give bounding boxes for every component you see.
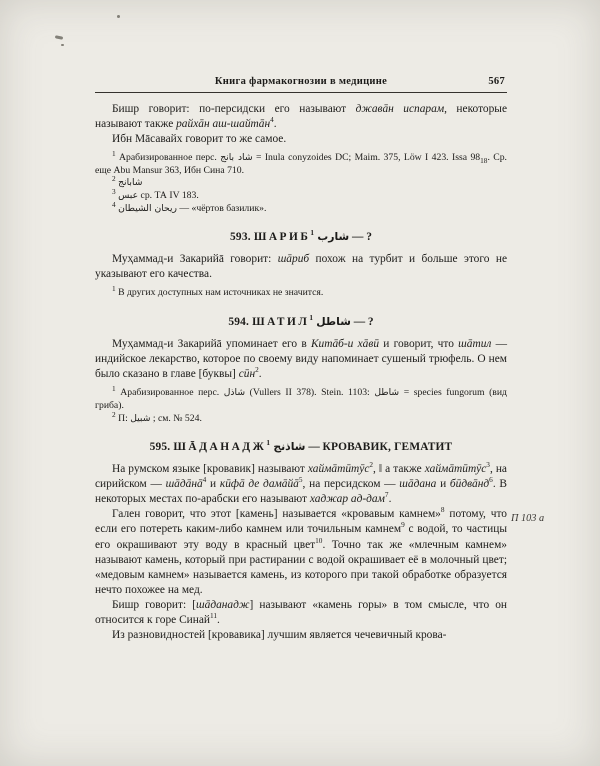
arabic-text: شبيل (130, 412, 151, 424)
arabic-text: شابانج (118, 177, 143, 189)
footnote: $^2$ П: شبيل ; см. № 524. (112, 409, 202, 424)
section-heading: 594. ШАТИЛ$^1$ شاطل — ? (228, 313, 374, 329)
page-number: 567 (488, 76, 505, 87)
section-heading: 593. ШАРИБ$^1$ شارب — ? (230, 228, 372, 244)
scan-speck (117, 15, 120, 18)
running-head (95, 76, 507, 87)
paragraph: На румском языке [кровавик] называют хаймāтӣтӯс$^2$, ‖ а также хаймāтӣтӯс$^3$, на сирийском — шāдāнā$^4$ и кӣфā де дамāйā$^5$, на персидском — шāдана и бӣдвāнд$^6$. В некоторых местах по-арабски его называют хаджар ад-дам$^7$. (95, 460, 507, 506)
arabic-text: شاطل (374, 387, 400, 399)
footnotes-block (95, 149, 507, 215)
arabic-text: شارب (317, 230, 350, 244)
scan-speck (61, 44, 64, 46)
footnotes-block (95, 284, 507, 300)
arabic-text: شاد بانج (220, 152, 253, 164)
footnotes-block (95, 384, 507, 425)
margin-note: П 103 а (511, 513, 545, 524)
section-heading: 595. ШĀДАНАДЖ$^1$ شاذنج — КРОВАВИК, ГЕМАТИТ (149, 438, 453, 454)
paragraph: Бишр говорит: по-персидски его называют джавāн испарам, некоторые называют также райхāн аш-шайтāн$^4$. (95, 103, 508, 131)
arabic-text: ريحان الشيطان (118, 202, 177, 214)
footnote: $^3$ عبس ср. ТА IV 183. (112, 186, 199, 202)
paragraph: Муҳаммад-и Закарийā говорит: шāриб похож на турбит и больше этого не указывают его качества. (95, 253, 507, 281)
scan-speck (55, 35, 63, 40)
arabic-text: شاذل (223, 387, 246, 399)
page-header-title: Книга фармакогнозии в медицине (214, 76, 388, 87)
page-content (95, 102, 507, 643)
paragraph: Гален говорит, что этот [камень] называется «кровавым камнем»$^8$ потому, что если его потереть каким-либо камнем или точильным камнем$^9$ с водой, то частицы его окрашивают эту воду в красный цвет$^{10}$. Точно так же «млечным камнем» называют камень, который при растирании с водой окрашивает её в молочный цвет; «медовым камнем» называется камень, из которого при такой обработке образуется нечто похожее на мед. (95, 505, 507, 596)
footnote: $^1$ Арабизированное перс. شاذل (Vullers II 378). Stein. 1103: شاطل = species fungorum (вид гриба). (95, 384, 507, 411)
paragraph: Бишр говорит: [шāданадж] называют «камень горы» в том смысле, что он относится к горе Синай$^{11}$. (95, 598, 507, 627)
header-rule (95, 92, 507, 93)
arabic-text: شاطل (316, 315, 351, 329)
arabic-text: شاذنج (273, 440, 306, 454)
paragraph: Ибн Мāсавайх говорит то же самое. (112, 133, 287, 146)
footnote: $^1$ В других доступных нам источниках не значится. (112, 284, 324, 299)
footnote: $^1$ Арабизированное перс. شاد بانج = Inula conyzoides DC; Maim. 375, Löw I 423. Issa $98_{18}$. Ср. еще Abu Mansur 363, Ибн Сина 710. (95, 149, 507, 176)
paragraph: Муҳаммад-и Закарийā упоминает его в Китāб-и хāвӣ и говорит, что шāтил — индийское лекарство, которое по своему виду напоминает сушеный трюфель. О нем было сказано в главе [буквы] сӣн$^2$. (95, 338, 507, 381)
arabic-text: عبس (118, 190, 139, 202)
footnote: $^4$ ريحان الشيطان — «чёртов базилик». (112, 199, 267, 214)
footnote: $^2$ شابانج (112, 174, 143, 189)
paragraph: Из разновидностей [кровавика] лучшим является чечевичный крова- (112, 629, 447, 642)
